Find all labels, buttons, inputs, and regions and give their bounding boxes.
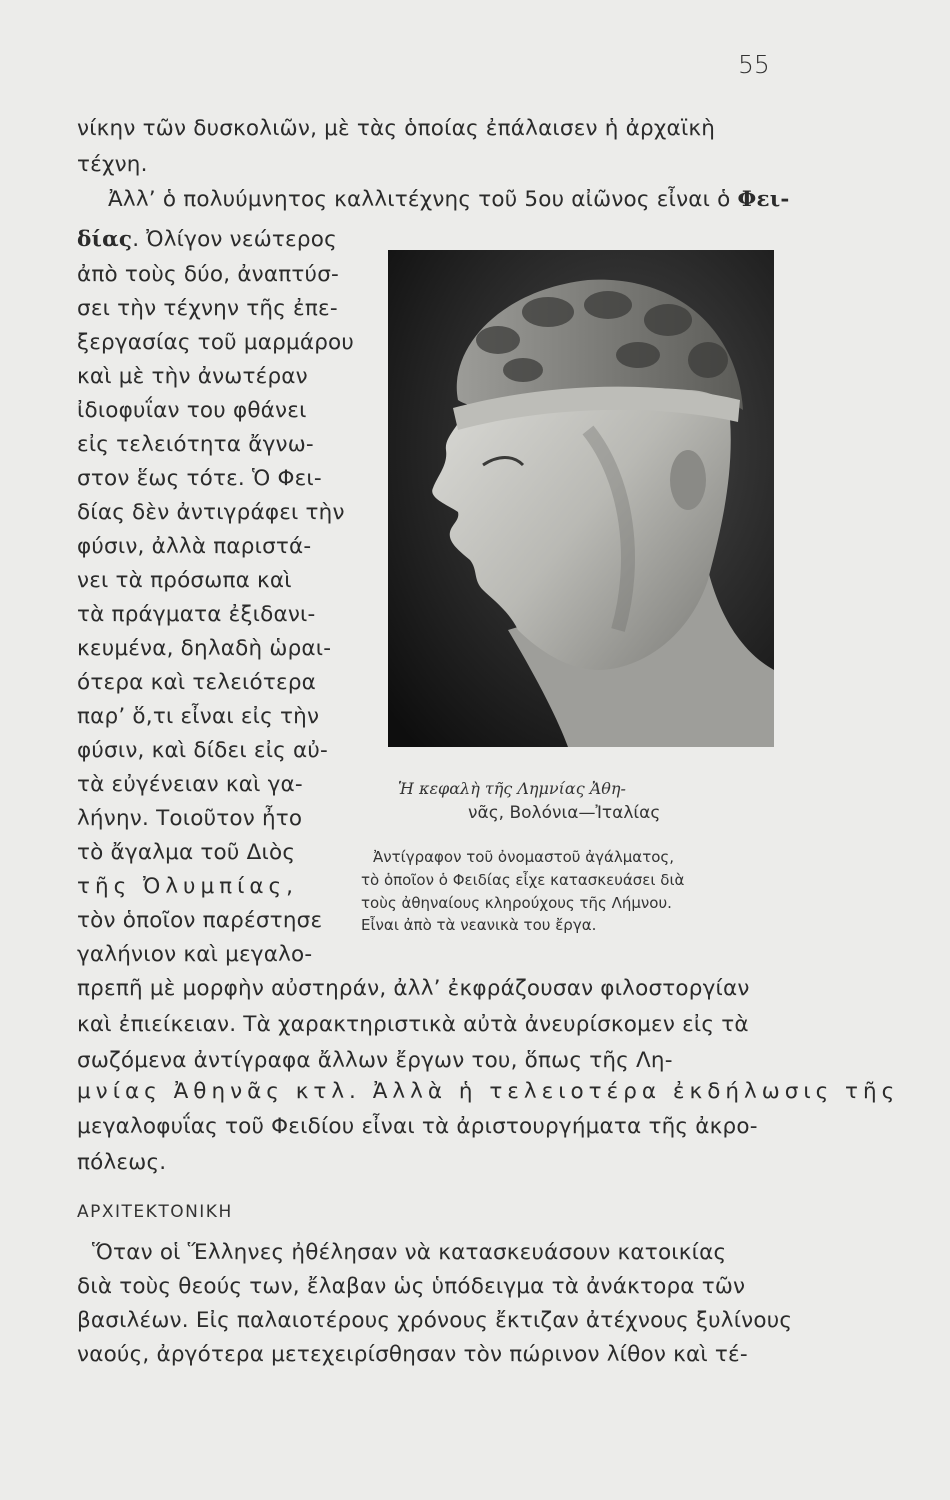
text-line: πόλεως. — [77, 1150, 167, 1175]
text-line: καὶ ἐπιείκειαν. Τὰ χαρακτηριστικὰ αὐτὰ ἀνευρίσκομεν εἰς τὰ — [77, 1012, 749, 1037]
text-line: γαλήνιον καὶ μεγαλο- — [77, 942, 313, 967]
text-line: ότερα καὶ τελειότερα — [77, 670, 317, 695]
text-line: κευμένα, δηλαδὴ ὡραι- — [77, 636, 332, 661]
text-line: Ὅταν οἱ Ἕλληνες ἠθέλησαν νὰ κατασκευάσουν κατοικίας — [92, 1240, 727, 1265]
text-line: διὰ τοὺς θεούς των, ἔλαβαν ὡς ὑπόδειγμα τὰ ἀνάκτορα τῶν — [77, 1274, 746, 1299]
text-line: μεγαλοφυΐας τοῦ Φειδίου εἶναι τὰ ἀριστουργήματα τῆς ἀκρο- — [77, 1114, 758, 1139]
text-line: τὰ πράγματα ἐξιδανι- — [77, 602, 316, 627]
text-line: φύσιν, καὶ δίδει εἰς αὐ- — [77, 738, 328, 763]
figure-note-line: τὸ ὁποῖον ὁ Φειδίας εἶχε κατασκευάσει διὰ — [361, 871, 685, 889]
text-line — [108, 185, 789, 215]
text-line: τὸ ἄγαλμα τοῦ Διὸς — [77, 840, 296, 865]
figure-note-line: Εἶναι ἀπὸ τὰ νεανικὰ του ἔργα. — [361, 916, 597, 934]
page-number: 55 — [738, 50, 770, 79]
figure-caption-line: νᾶς, Βολόνια—Ἰταλίας — [468, 803, 661, 823]
text-line: βασιλέων. Εἰς παλαιοτέρους χρόνους ἔκτιζαν ἀτέχνους ξυλίνους — [77, 1308, 793, 1333]
text-line: πρεπῆ μὲ μορφὴν αὐστηράν, ἀλλ’ ἐκφράζουσαν φιλοστοργίαν — [77, 976, 750, 1001]
figure-note-line: Ἀντίγραφον τοῦ ὀνομαστοῦ ἀγάλματος, — [373, 848, 674, 866]
text-line: νει τὰ πρόσωπα καὶ — [77, 568, 292, 593]
text-line: τὸν ὁποῖον παρέστησε — [77, 908, 323, 933]
text-line: λήνην. Τοιοῦτον ἦτο — [77, 806, 303, 831]
text-line: εἰς τελειότητα ἄγνω- — [77, 432, 314, 457]
text-line: τὰ εὐγένειαν καὶ γα- — [77, 772, 303, 797]
figure-note-line: τοὺς ἀθηναίους κληρούχους τῆς Λήμνου. — [361, 894, 672, 912]
text-line: στον ἕως τότε. Ὁ Φει- — [77, 466, 322, 491]
section-heading: ΑΡΧΙΤΕΚΤΟΝΙΚΗ — [77, 1202, 233, 1222]
bold-name: Φει- — [737, 187, 790, 212]
text-line: παρ’ ὅ,τι εἶναι εἰς τὴν — [77, 704, 320, 729]
bold-name: δίας — [77, 227, 133, 252]
text-line: τῆς Ὀλυμπίας, — [77, 874, 299, 899]
text-line: καὶ μὲ τὴν ἀνωτέραν — [77, 364, 308, 389]
text-line — [77, 225, 337, 255]
text-line: τέχνη. — [77, 152, 148, 177]
text-line: ναούς, ἀργότερα μετεχειρίσθησαν τὸν πώρινον λίθον καὶ τέ- — [77, 1342, 748, 1367]
text-line: σωζόμενα ἀντίγραφα ἄλλων ἔργων του, ὅπως τῆς Λη- — [77, 1048, 673, 1073]
statue-head-photo — [388, 250, 774, 747]
text-line: ξεργασίας τοῦ μαρμάρου — [77, 330, 355, 355]
text-span: Ἀλλ’ ὁ πολυύμνητος καλλιτέχνης τοῦ 5ου αἰῶνος εἶναι ὁ — [108, 187, 738, 212]
text-span: . Ὀλίγον νεώτερος — [132, 227, 337, 252]
text-line: σει τὴν τέχνην τῆς ἐπε- — [77, 296, 338, 321]
text-line: μνίας Ἀθηνᾶς κτλ. Ἀλλὰ ἡ τελειοτέρα ἐκδήλωσις τῆς — [77, 1079, 900, 1104]
text-line: ἀπὸ τοὺς δύο, ἀναπτύσ- — [77, 262, 339, 287]
figure-caption-line: Ἡ κεφαλὴ τῆς Λημνίας Ἀθη- — [398, 779, 626, 798]
text-line: ἰδιοφυΐαν του φθάνει — [77, 398, 307, 423]
text-line: φύσιν, ἀλλὰ παριστά- — [77, 534, 312, 559]
text-line: δίας δὲν ἀντιγράφει τὴν — [77, 500, 345, 525]
statue-head-image — [388, 250, 774, 747]
text-line: νίκην τῶν δυσκολιῶν, μὲ τὰς ὁποίας ἐπάλαισεν ἡ ἀρχαϊκὴ — [77, 116, 716, 141]
